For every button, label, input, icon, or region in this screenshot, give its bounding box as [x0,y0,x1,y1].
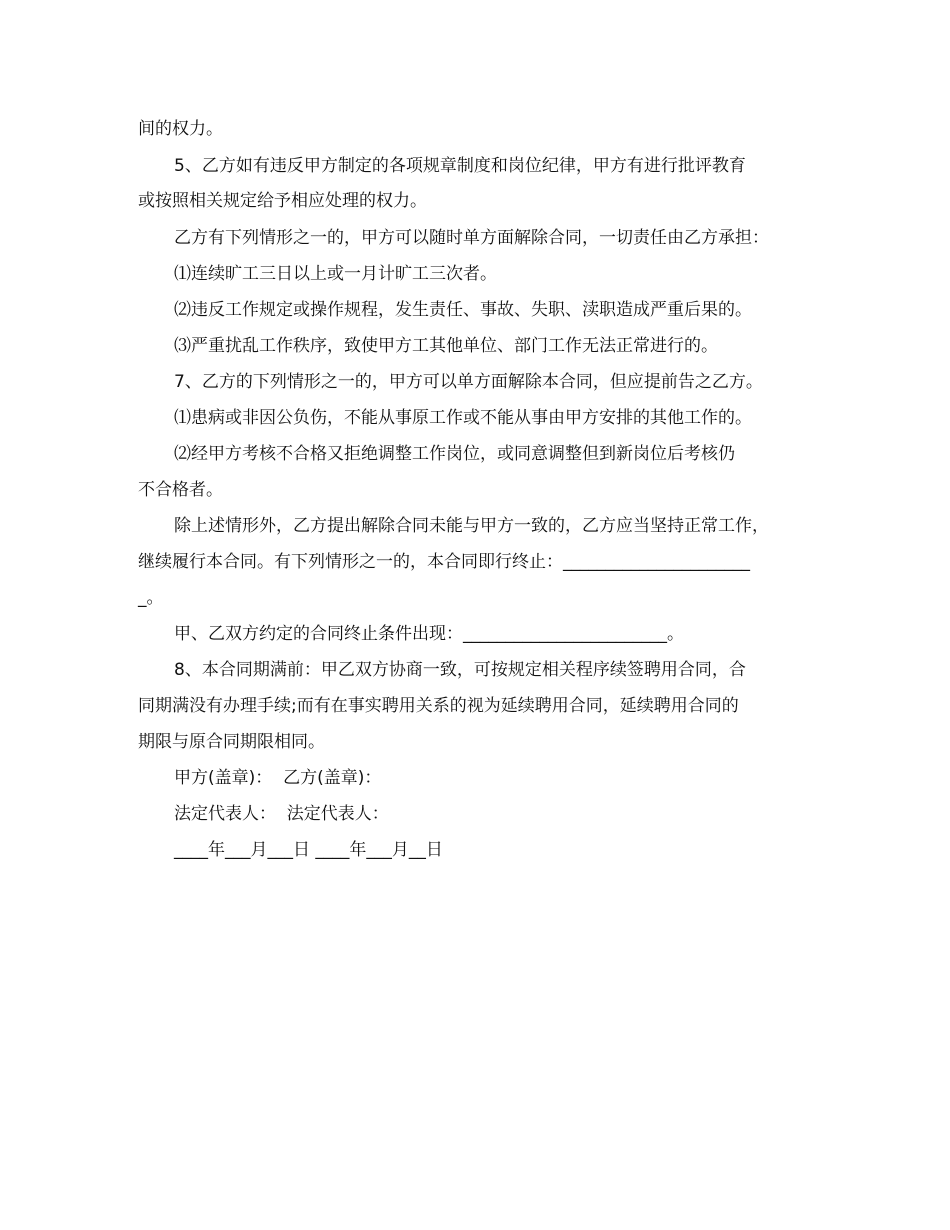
paragraph-line-9: ⑴患病或非因公负伤，不能从事原工作或不能从事由甲方安排的其他工作的。 [174,408,752,428]
paragraph-line-10: ⑵经甲方考核不合格又拒绝调整工作岗位，或同意调整但到新岗位后考核仍 [174,444,735,464]
signature-line-2: 法定代表人： 法定代表人： [174,804,389,824]
paragraph-line-13: 继续履行本合同。有下列情形之一的，本合同即行终止：______________________ [138,552,750,572]
paragraph-line-16: 8、本合同期满前：甲乙双方协商一致，可按规定相关程序续签聘用合同，合 [174,660,746,680]
paragraph-line-17: 同期满没有办理手续;而有在事实聘用关系的视为延续聘用合同，延续聘用合同的 [138,696,739,716]
paragraph-line-4: 乙方有下列情形之一的，甲方可以随时单方面解除合同，一切责任由乙方承担： [174,228,769,248]
paragraph-line-18: 期限与原合同期限相同。 [138,732,325,752]
paragraph-line-1: 间的权力。 [138,119,223,139]
paragraph-line-8: 7、乙方的下列情形之一的，甲方可以单方面解除本合同，但应提前告之乙方。 [174,372,763,392]
paragraph-line-11: 不合格者。 [138,480,223,500]
signature-line-1: 甲方(盖章)： 乙方(盖章)： [174,768,382,788]
paragraph-line-6: ⑵违反工作规定或操作规程，发生责任、事故、失职、渎职造成严重后果的。 [174,300,752,320]
paragraph-line-2: 5、乙方如有违反甲方制定的各项规章制度和岗位纪律，甲方有进行批评教育 [174,156,746,176]
date-line: ____年___月___日 ____年___月__日 [174,840,443,860]
paragraph-line-5: ⑴连续旷工三日以上或一月计旷工三次者。 [174,264,497,284]
paragraph-line-3: 或按照相关规定给予相应处理的权力。 [138,191,427,211]
paragraph-line-14: _。 [138,588,164,608]
paragraph-line-15: 甲、乙双方约定的合同终止条件出现：________________________。 [174,624,684,644]
paragraph-line-12: 除上述情形外，乙方提出解除合同未能与甲方一致的，乙方应当坚持正常工作， [174,516,769,536]
paragraph-line-7: ⑶严重扰乱工作秩序，致使甲方工其他单位、部门工作无法正常进行的。 [174,336,718,356]
